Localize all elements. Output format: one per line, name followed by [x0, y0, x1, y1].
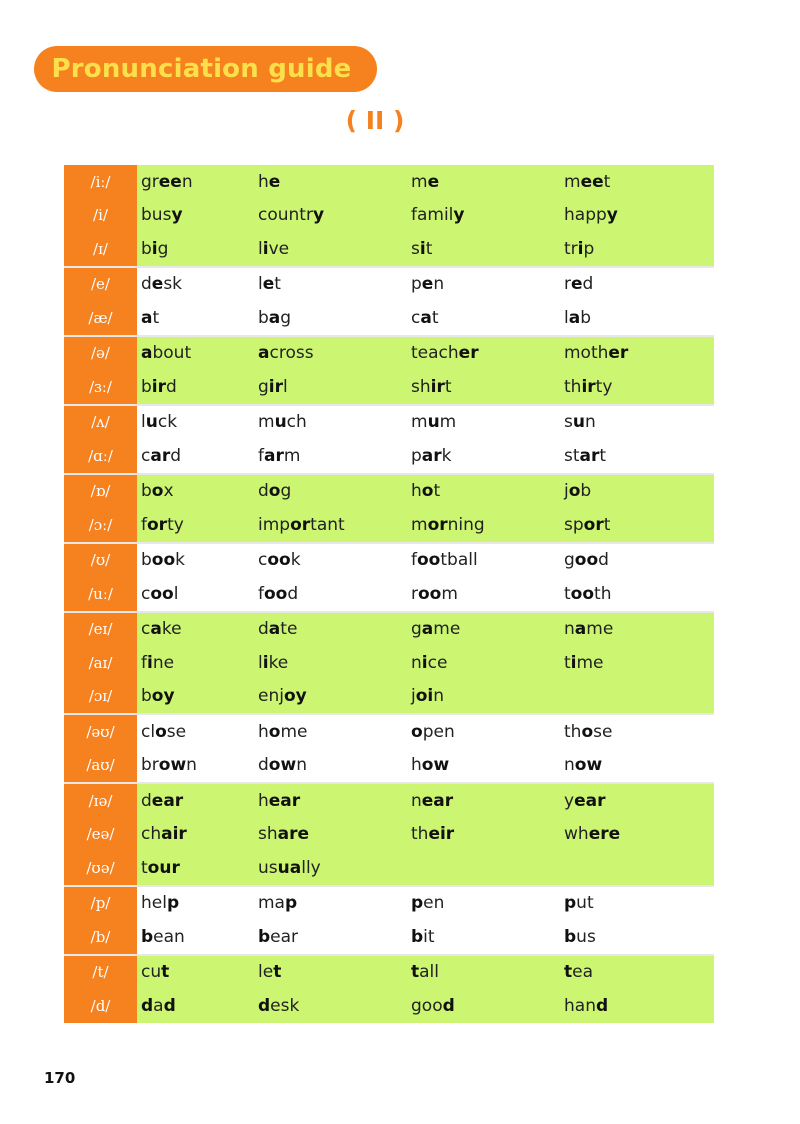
- example-words: [137, 165, 714, 199]
- example-word: cut: [141, 962, 170, 983]
- example-word: hot: [411, 481, 441, 502]
- example-word: busy: [141, 205, 183, 226]
- phonetic-symbol: /t/: [64, 956, 137, 990]
- table-row: [64, 577, 714, 611]
- example-word: date: [258, 619, 298, 640]
- example-word: cat: [411, 307, 439, 328]
- sound-group: [64, 885, 714, 954]
- phonetic-symbol: /ə/: [64, 337, 137, 371]
- sound-group: [64, 954, 714, 1023]
- example-word: mum: [411, 412, 457, 433]
- example-word: let: [258, 962, 282, 983]
- example-words: [137, 989, 714, 1023]
- table-row: [64, 268, 714, 302]
- example-word: at: [141, 307, 160, 328]
- example-word: name: [564, 619, 614, 640]
- example-word: desk: [258, 995, 300, 1016]
- table-row: [64, 301, 714, 335]
- example-word: teacher: [411, 343, 479, 364]
- example-word: tour: [141, 857, 180, 878]
- example-word: sit: [411, 238, 433, 259]
- example-words: [137, 508, 714, 542]
- phonetic-symbol: /ɪə/: [64, 784, 137, 818]
- phonetic-symbol: /eə/: [64, 818, 137, 852]
- example-word: trip: [564, 238, 595, 259]
- phonetic-symbol: /aʊ/: [64, 749, 137, 783]
- example-word: pen: [411, 274, 445, 295]
- example-word: farm: [258, 445, 301, 466]
- pronunciation-table: [64, 165, 714, 1023]
- example-word: sun: [564, 412, 596, 433]
- example-word: fine: [141, 652, 175, 673]
- phonetic-symbol: /ɔː/: [64, 508, 137, 542]
- example-word: bear: [258, 926, 299, 947]
- example-word: now: [564, 755, 603, 776]
- phonetic-symbol: /ɔɪ/: [64, 680, 137, 714]
- example-word: tooth: [564, 583, 612, 604]
- example-words: [137, 544, 714, 578]
- sound-group: [64, 542, 714, 611]
- phonetic-symbol: /ʊ/: [64, 544, 137, 578]
- example-words: [137, 887, 714, 921]
- example-word: good: [411, 995, 455, 1016]
- table-row: [64, 956, 714, 990]
- example-word: thirty: [564, 376, 613, 397]
- example-word: cake: [141, 619, 182, 640]
- table-row: [64, 232, 714, 266]
- example-word: much: [258, 412, 307, 433]
- phonetic-symbol: /əʊ/: [64, 715, 137, 749]
- example-word: tall: [411, 962, 440, 983]
- page-number: 170: [44, 1069, 76, 1087]
- example-word: nice: [411, 652, 448, 673]
- example-words: [137, 613, 714, 647]
- example-word: home: [258, 721, 308, 742]
- sound-group: [64, 404, 714, 473]
- example-words: [137, 406, 714, 440]
- example-word: those: [564, 721, 613, 742]
- page-title: Pronunciation guide: [51, 54, 352, 84]
- example-word: where: [564, 824, 621, 845]
- sound-group: [64, 782, 714, 885]
- example-word: how: [411, 755, 450, 776]
- example-word: book: [141, 550, 186, 571]
- example-words: [137, 577, 714, 611]
- example-word: bag: [258, 307, 292, 328]
- table-row: [64, 337, 714, 371]
- table-row: [64, 784, 714, 818]
- example-word: brown: [141, 755, 197, 776]
- example-word: meet: [564, 171, 611, 192]
- example-word: their: [411, 824, 455, 845]
- example-word: family: [411, 205, 465, 226]
- example-word: enjoy: [258, 686, 307, 707]
- example-word: open: [411, 721, 455, 742]
- example-word: forty: [141, 514, 184, 535]
- example-word: box: [141, 481, 174, 502]
- example-words: [137, 784, 714, 818]
- example-word: cook: [258, 550, 301, 571]
- example-word: bean: [141, 926, 185, 947]
- phonetic-symbol: /iː/: [64, 165, 137, 199]
- example-words: [137, 370, 714, 404]
- example-word: pen: [411, 893, 445, 914]
- example-word: bus: [564, 926, 596, 947]
- example-word: green: [141, 171, 193, 192]
- example-word: dog: [258, 481, 292, 502]
- table-row: [64, 680, 714, 714]
- example-words: [137, 199, 714, 233]
- section-label: ( II ): [345, 106, 405, 135]
- example-word: important: [258, 514, 345, 535]
- table-row: [64, 165, 714, 199]
- example-word: job: [564, 481, 592, 502]
- example-word: hand: [564, 995, 609, 1016]
- example-word: tea: [564, 962, 594, 983]
- example-words: [137, 680, 714, 714]
- example-word: bird: [141, 376, 177, 397]
- example-word: cool: [141, 583, 179, 604]
- example-words: [137, 475, 714, 509]
- phonetic-symbol: /ɒ/: [64, 475, 137, 509]
- phonetic-symbol: /uː/: [64, 577, 137, 611]
- example-word: help: [141, 893, 180, 914]
- table-row: [64, 749, 714, 783]
- phonetic-symbol: /aɪ/: [64, 646, 137, 680]
- example-word: close: [141, 721, 187, 742]
- example-word: about: [141, 343, 192, 364]
- phonetic-symbol: /ɑː/: [64, 439, 137, 473]
- table-row: [64, 439, 714, 473]
- example-word: put: [564, 893, 594, 914]
- example-word: across: [258, 343, 314, 364]
- table-row: [64, 646, 714, 680]
- example-words: [137, 715, 714, 749]
- phonetic-symbol: /ɜː/: [64, 370, 137, 404]
- phonetic-symbol: /d/: [64, 989, 137, 1023]
- table-row: [64, 887, 714, 921]
- table-row: [64, 475, 714, 509]
- example-word: usually: [258, 857, 321, 878]
- example-word: park: [411, 445, 452, 466]
- example-words: [137, 749, 714, 783]
- sound-group: [64, 266, 714, 335]
- example-word: time: [564, 652, 604, 673]
- example-word: sport: [564, 514, 611, 535]
- example-word: luck: [141, 412, 178, 433]
- example-word: join: [411, 686, 445, 707]
- example-words: [137, 818, 714, 852]
- table-row: [64, 508, 714, 542]
- sound-group: [64, 611, 714, 714]
- example-word: red: [564, 274, 594, 295]
- phonetic-symbol: /e/: [64, 268, 137, 302]
- phonetic-symbol: /ʊə/: [64, 851, 137, 885]
- table-row: [64, 199, 714, 233]
- example-word: chair: [141, 824, 187, 845]
- table-row: [64, 370, 714, 404]
- table-row: [64, 989, 714, 1023]
- example-words: [137, 920, 714, 954]
- example-word: girl: [258, 376, 288, 397]
- example-words: [137, 268, 714, 302]
- sound-group: [64, 335, 714, 404]
- example-word: boy: [141, 686, 175, 707]
- example-word: let: [258, 274, 281, 295]
- example-words: [137, 439, 714, 473]
- table-row: [64, 544, 714, 578]
- sound-group: [64, 473, 714, 542]
- example-word: like: [258, 652, 289, 673]
- example-word: card: [141, 445, 182, 466]
- example-word: good: [564, 550, 609, 571]
- example-word: desk: [141, 274, 183, 295]
- example-word: map: [258, 893, 298, 914]
- sound-group: [64, 165, 714, 266]
- example-words: [137, 337, 714, 371]
- phonetic-symbol: /b/: [64, 920, 137, 954]
- table-row: [64, 920, 714, 954]
- example-words: [137, 851, 714, 885]
- phonetic-symbol: /eɪ/: [64, 613, 137, 647]
- example-word: lab: [564, 307, 592, 328]
- table-row: [64, 715, 714, 749]
- example-word: morning: [411, 514, 485, 535]
- sound-group: [64, 713, 714, 782]
- example-words: [137, 646, 714, 680]
- example-word: year: [564, 790, 606, 811]
- example-words: [137, 301, 714, 335]
- example-word: me: [411, 171, 440, 192]
- example-word: shirt: [411, 376, 452, 397]
- example-words: [137, 232, 714, 266]
- phonetic-symbol: /i/: [64, 199, 137, 233]
- example-word: down: [258, 755, 307, 776]
- example-word: hear: [258, 790, 301, 811]
- example-word: country: [258, 205, 325, 226]
- table-row: [64, 613, 714, 647]
- table-row: [64, 851, 714, 885]
- table-row: [64, 406, 714, 440]
- example-word: happy: [564, 205, 618, 226]
- example-word: he: [258, 171, 281, 192]
- example-word: mother: [564, 343, 629, 364]
- example-word: near: [411, 790, 454, 811]
- example-words: [137, 956, 714, 990]
- example-word: bit: [411, 926, 435, 947]
- example-word: share: [258, 824, 310, 845]
- title-banner: [34, 46, 377, 92]
- example-word: game: [411, 619, 461, 640]
- phonetic-symbol: /ʌ/: [64, 406, 137, 440]
- table-row: [64, 818, 714, 852]
- phonetic-symbol: /æ/: [64, 301, 137, 335]
- phonetic-symbol: /p/: [64, 887, 137, 921]
- example-word: start: [564, 445, 607, 466]
- example-word: dear: [141, 790, 184, 811]
- phonetic-symbol: /ɪ/: [64, 232, 137, 266]
- example-word: football: [411, 550, 478, 571]
- example-word: room: [411, 583, 458, 604]
- example-word: food: [258, 583, 299, 604]
- example-word: dad: [141, 995, 176, 1016]
- example-word: live: [258, 238, 290, 259]
- example-word: big: [141, 238, 169, 259]
